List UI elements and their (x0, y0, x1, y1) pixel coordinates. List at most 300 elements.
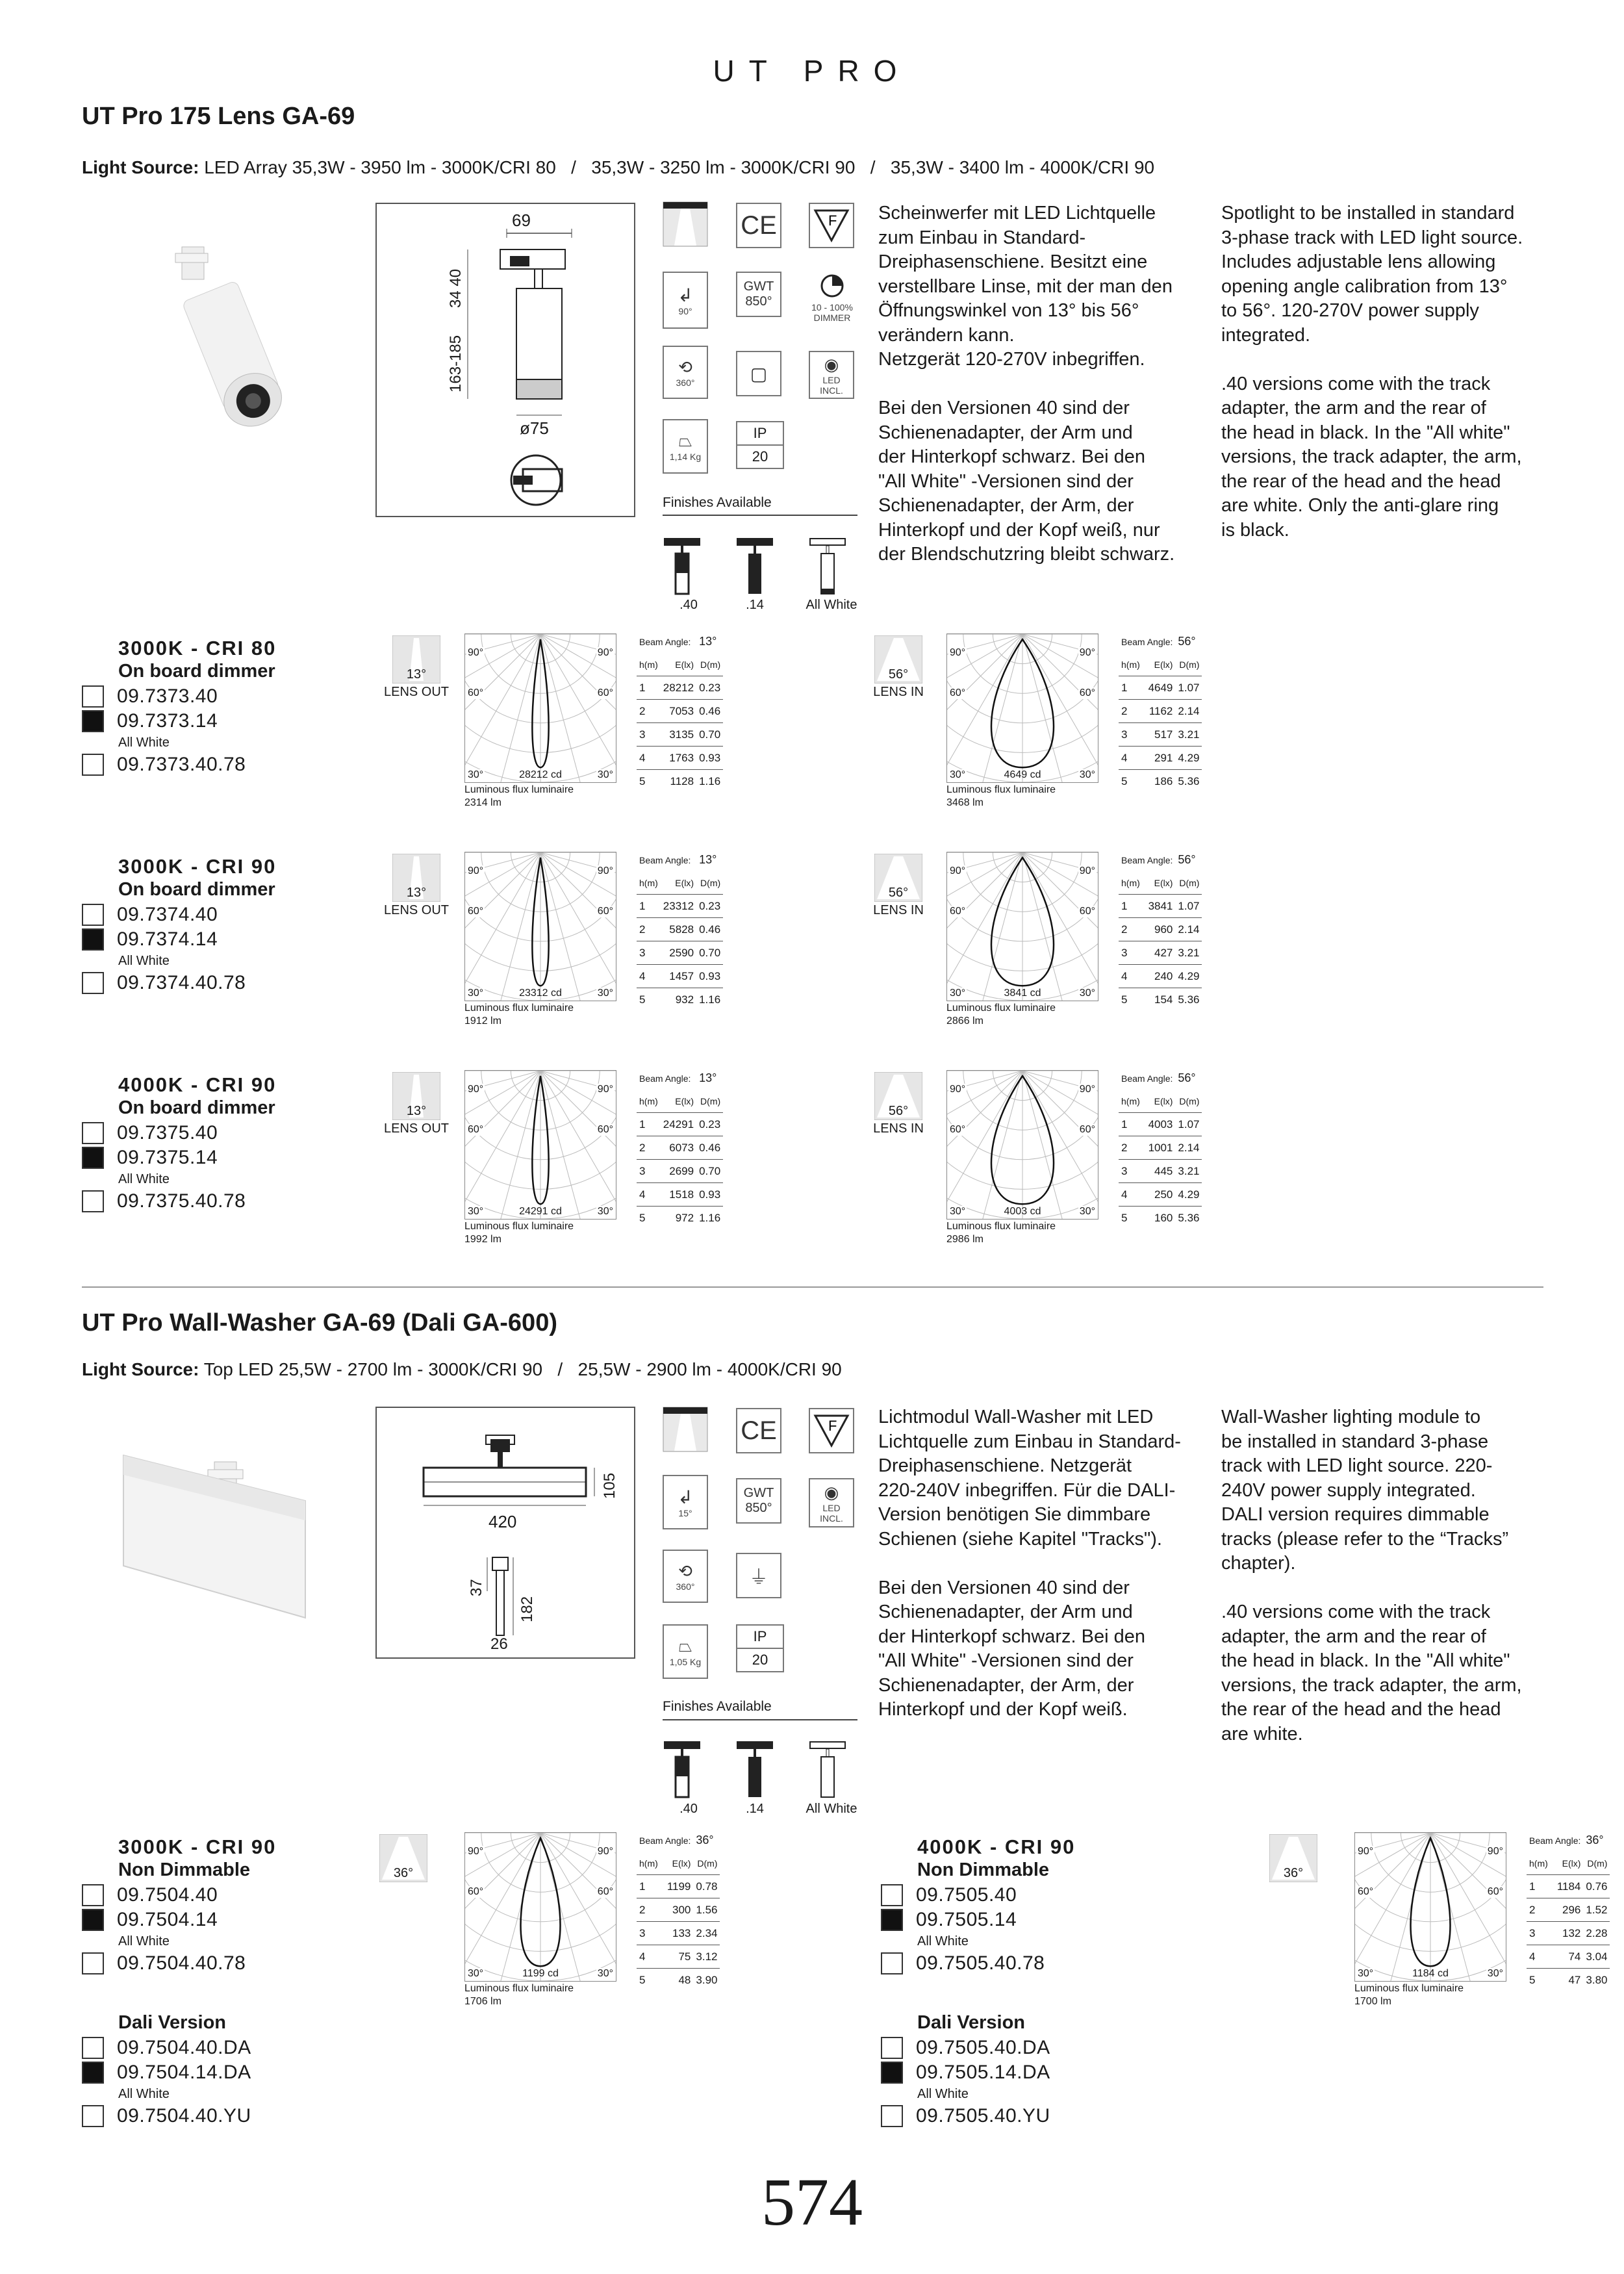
table-cell: 0.70 (696, 723, 723, 747)
table-cell: 1199 (663, 1875, 694, 1898)
finish-black-icon (664, 538, 700, 596)
order-code: 09.7373.40.78 (117, 754, 246, 775)
table-row (637, 988, 723, 1012)
product-photo (156, 234, 312, 429)
polar-label-90-left: 90° (1358, 1846, 1374, 1857)
table-cell: 6073 (661, 1136, 696, 1160)
order-code: 09.7505.40 (916, 1884, 1017, 1906)
table-header-d: D(m) (696, 871, 723, 895)
order-code: 09.7374.40 (117, 904, 218, 925)
dali-title: Dali Version (917, 2012, 1026, 2033)
lens-angle: 36° (379, 1865, 427, 1881)
table-cell: 2699 (661, 1160, 696, 1183)
finish-black-full-icon-2 (737, 1741, 773, 1800)
luminous-flux-label: Luminous flux luminaire (1354, 1983, 1464, 1994)
lens-angle: 56° (874, 885, 922, 901)
polar-label-90-right: 90° (1079, 647, 1095, 658)
table-cell: 2 (1119, 700, 1144, 723)
svg-text:F: F (828, 1418, 837, 1434)
table-cell: 5 (639, 774, 646, 787)
product-photo-2 (117, 1429, 312, 1624)
variant-subtitle: On board dimmer (118, 661, 275, 682)
finishes-label: Finishes Available (663, 495, 772, 510)
finish-white-icon-2 (809, 1741, 846, 1800)
angle-90-icon: ↲ 90° (663, 272, 708, 329)
beam-angle-value: 36° (1586, 1833, 1604, 1846)
order-code: 09.7373.40 (117, 685, 218, 707)
beam-angle-value: 56° (1178, 635, 1196, 648)
finish-white-icon (809, 538, 846, 596)
table-row (637, 1183, 723, 1207)
variant-subtitle: Non Dimmable (118, 1859, 251, 1880)
polar-diagram (464, 1070, 616, 1220)
polar-grid (947, 1071, 1098, 1219)
finish-swatch (82, 1909, 104, 1931)
finish-swatch (82, 2062, 104, 2084)
table-cell: 23312 (661, 895, 696, 918)
all-white-label: All White (118, 1172, 170, 1186)
table-cell: 932 (675, 993, 694, 1006)
polar-label-30-right: 30° (1079, 988, 1095, 999)
polar-grid (465, 1833, 616, 1981)
polar-label-90-left: 90° (950, 1084, 966, 1095)
table-cell: 300 (663, 1898, 694, 1922)
beam-angle-label: Beam Angle: (639, 636, 691, 647)
polar-label-30-left: 30° (468, 1206, 484, 1217)
dim-d2: 182 (518, 1596, 536, 1622)
product-title-2: UT Pro Wall-Washer GA-69 (Dali GA-600) (82, 1309, 557, 1336)
description-en-2: Wall-Washer lighting module to be installed in standard 3-phase track with LED light source. 220- 240V power supply integrated. DALI version requires dimmable tracks (please refer to the “Tracks” chapter). .40 versions come with the track adapter, the arm and the rear of the head in black. In the "All white" versions, the track adapter, the arm, the rear of the head and the head are white. (1221, 1407, 1522, 1744)
table-header-row (637, 653, 723, 676)
variant-title: 4000K - CRI 90 (917, 1835, 1076, 1858)
finish-swatch-white (82, 1952, 104, 1974)
variant-title: 3000K - CRI 90 (118, 855, 277, 878)
polar-label-60-right: 60° (597, 1886, 613, 1897)
table-row (1527, 1945, 1610, 1969)
finish-swatch (881, 1909, 903, 1931)
order-code: 09.7375.14 (117, 1147, 218, 1168)
dali-title: Dali Version (118, 2012, 227, 2033)
order-code-row (82, 972, 246, 994)
table-cell: 240 (1144, 965, 1175, 988)
variant-subtitle: On board dimmer (118, 1097, 275, 1118)
beam-angle-label: Beam Angle: (1121, 854, 1173, 865)
all-white-label: All White (917, 2087, 969, 2101)
polar-label-60-right: 60° (1079, 906, 1095, 917)
table-header-e: E(lx) (1144, 871, 1175, 895)
table-cell: 2 (1527, 1898, 1553, 1922)
dim-height: 163-185 (447, 335, 464, 392)
lens-icon (381, 635, 452, 700)
light-source (82, 157, 1154, 178)
polar-label-30-right: 30° (597, 769, 613, 780)
polar-grid (947, 852, 1098, 1001)
lens-icon (863, 854, 934, 918)
table-cell: 24291 (661, 1113, 696, 1136)
polar-diagram (464, 1832, 616, 1982)
led-incl-icon-2: ◉ LED INCL. (809, 1478, 854, 1527)
table-cell: 517 (1144, 723, 1175, 747)
luminous-flux-label: Luminous flux luminaire (464, 784, 574, 795)
dimension-drawing-2 (375, 1407, 635, 1659)
table-cell: 296 (1553, 1898, 1584, 1922)
polar-label-90-right: 90° (597, 647, 613, 658)
polar-label-30-left: 30° (950, 769, 966, 780)
order-code: 09.7505.14 (916, 1909, 1017, 1930)
polar-label-30-right: 30° (597, 1206, 613, 1217)
luminous-flux-label: Luminous flux luminaire (464, 1221, 574, 1232)
table-cell: 1 (637, 895, 661, 918)
finish-label-40-2: .40 (679, 1802, 698, 1816)
lens-mode: LENS IN (873, 1121, 924, 1136)
table-cell: 291 (1144, 747, 1175, 770)
beam-angle-label: Beam Angle: (1529, 1835, 1581, 1846)
table-row (1527, 1898, 1610, 1922)
polar-diagram (946, 1070, 1098, 1220)
dim-length: 420 (488, 1512, 517, 1531)
svg-text:F: F (828, 212, 837, 229)
beam-angle-label: Beam Angle: (639, 1835, 691, 1846)
table-cell: 4 (637, 747, 661, 770)
polar-grid (465, 852, 616, 1001)
table-cell: 154 (1154, 993, 1173, 1006)
table-header-d: D(m) (1175, 1090, 1202, 1113)
weight-icon: ⏢ 1,14 Kg (663, 419, 708, 474)
table-cell: 5.36 (1178, 993, 1200, 1006)
table-header-e: E(lx) (661, 653, 696, 676)
table-row (1527, 1922, 1610, 1945)
table-row (637, 918, 723, 941)
table-cell: 7053 (661, 700, 696, 723)
finishes-divider-2 (663, 1719, 857, 1720)
lens-icon (368, 1834, 439, 1881)
dimmer-symbol (819, 273, 845, 299)
polar-label-30-right: 30° (597, 1968, 613, 1979)
polar-diagram (946, 633, 1098, 783)
polar-label-30-left: 30° (468, 769, 484, 780)
table-cell: 2 (637, 1898, 663, 1922)
order-code-row (82, 1122, 218, 1144)
luminous-flux (464, 1002, 574, 1028)
lens-angle: 56° (874, 667, 922, 682)
angle-15-icon: ↲ 15° (663, 1475, 708, 1529)
angle-15-label: 15° (678, 1507, 692, 1518)
table-row (1527, 1969, 1610, 1992)
table-header-h: h(m) (637, 1852, 663, 1875)
table-cell: 5 (639, 1973, 646, 1986)
table-cell: 1 (637, 1875, 663, 1898)
table-header-d: D(m) (696, 1090, 723, 1113)
lens-angle: 13° (392, 1103, 440, 1119)
polar-label-30-left: 30° (468, 1968, 484, 1979)
table-cell: 2 (637, 1136, 661, 1160)
table-header-row (1119, 653, 1202, 676)
table-header-row (1119, 871, 1202, 895)
table-row (1119, 1207, 1202, 1230)
polar-label-90-right: 90° (1079, 1084, 1095, 1095)
all-white-label: All White (118, 735, 170, 750)
polar-label-60-left: 60° (468, 1124, 484, 1135)
luminous-flux-value: 2314 lm (464, 797, 501, 808)
all-white-label: All White (118, 1934, 170, 1948)
table-cell: 2 (637, 700, 661, 723)
polar-grid (465, 634, 616, 782)
table-row (1119, 895, 1202, 918)
table-cell: 1 (1119, 895, 1144, 918)
photometric-table (637, 849, 723, 1011)
table-row (637, 770, 723, 793)
track-icon (663, 201, 708, 247)
table-cell: 0.76 (1583, 1875, 1610, 1898)
photometric-table (1119, 630, 1202, 793)
order-code: 09.7504.14 (117, 1909, 218, 1930)
table-cell: 0.46 (696, 918, 723, 941)
variant-title: 3000K - CRI 90 (118, 1835, 277, 1858)
luminous-flux-label: Luminous flux luminaire (946, 1221, 1056, 1232)
lens-icon (1258, 1834, 1329, 1881)
table-row (637, 723, 723, 747)
table-cell: 47 (1568, 1973, 1581, 1986)
table-cell: 0.23 (696, 676, 723, 700)
polar-diagram (1354, 1832, 1506, 1982)
table-cell: 48 (678, 1973, 691, 1986)
table-header-h: h(m) (637, 871, 661, 895)
order-code: 09.7505.40.78 (916, 1952, 1045, 1974)
luminous-flux-value: 1706 lm (464, 1996, 501, 2007)
table-header-h: h(m) (1119, 871, 1144, 895)
peak-intensity: 1184 cd (1412, 1968, 1449, 1979)
table-header-row (637, 1852, 720, 1875)
table-header-e: E(lx) (1144, 653, 1175, 676)
class-ii-icon: ▢ (736, 351, 781, 396)
all-white-label: All White (917, 1934, 969, 1948)
rotate-label-2: 360° (676, 1581, 695, 1592)
polar-label-30-right: 30° (1487, 1968, 1503, 1979)
finish-swatch (881, 2037, 903, 2059)
beam-angle-label: Beam Angle: (639, 854, 691, 865)
luminous-flux-label: Luminous flux luminaire (464, 1003, 574, 1014)
table-header-d: D(m) (693, 1852, 720, 1875)
dim-diameter: ø75 (520, 418, 549, 438)
polar-label-60-left: 60° (950, 906, 966, 917)
finishes-divider (663, 515, 857, 516)
finish-swatch (82, 928, 104, 951)
table-cell: 1.16 (699, 993, 721, 1006)
table-cell: 75 (663, 1945, 694, 1969)
table-cell: 445 (1144, 1160, 1175, 1183)
lens-angle: 36° (1269, 1865, 1317, 1881)
table-row (637, 676, 723, 700)
luminous-flux-label: Luminous flux luminaire (464, 1983, 574, 1994)
table-cell: 1 (1119, 1113, 1144, 1136)
ip-rating-box (736, 421, 784, 469)
table-cell: 0.46 (696, 700, 723, 723)
finish-swatch (82, 685, 104, 708)
ip-label: IP (737, 422, 783, 446)
lens-icon (863, 635, 934, 700)
beam-angle-label: Beam Angle: (1121, 1073, 1173, 1084)
table-header-d: D(m) (1175, 653, 1202, 676)
luminous-flux-value: 1700 lm (1354, 1996, 1391, 2007)
polar-label-60-left: 60° (468, 1886, 484, 1897)
polar-label-90-left: 90° (950, 865, 966, 876)
luminous-flux-value: 1912 lm (464, 1016, 501, 1027)
table-cell: 4003 (1144, 1113, 1175, 1136)
order-code-row (82, 2105, 251, 2127)
beam-angle-value: 13° (699, 635, 717, 648)
table-cell: 4 (1119, 1183, 1144, 1207)
beam-angle-label: Beam Angle: (639, 1073, 691, 1084)
table-row (1119, 700, 1202, 723)
ip-value: 20 (752, 448, 768, 465)
luminous-flux (464, 1982, 574, 2008)
table-cell: 3.12 (693, 1945, 720, 1969)
table-cell: 3.90 (696, 1973, 718, 1986)
order-code-row (82, 1884, 218, 1906)
table-row (1119, 676, 1202, 700)
table-cell: 3 (637, 1922, 663, 1945)
dimmer-range: 10 - 100% (811, 302, 853, 313)
photometric-table (1119, 1067, 1202, 1229)
wall-washer-drawing (377, 1408, 634, 1657)
peak-intensity: 1199 cd (522, 1968, 559, 1979)
table-row (637, 941, 723, 965)
table-cell: 5.36 (1178, 1211, 1200, 1224)
order-code-row (82, 1147, 218, 1169)
brand-title: UT PRO (713, 54, 911, 88)
table-row (637, 1969, 720, 1992)
table-cell: 74 (1553, 1945, 1584, 1969)
table-cell: 1.52 (1583, 1898, 1610, 1922)
table-cell: 3 (1119, 1160, 1144, 1183)
table-cell: 0.23 (696, 1113, 723, 1136)
table-header-e: E(lx) (1553, 1852, 1584, 1875)
order-code-row (82, 685, 218, 708)
table-cell: 5.36 (1178, 774, 1200, 787)
table-row (637, 1922, 720, 1945)
order-code-row (881, 1884, 1017, 1906)
polar-label-60-left: 60° (1358, 1886, 1374, 1897)
finish-label-white-2: All White (806, 1802, 857, 1816)
table-cell: 133 (663, 1922, 694, 1945)
gwt-icon-2: GWT 850° (736, 1478, 781, 1524)
finish-swatch-white (82, 2105, 104, 2127)
table-cell: 1.07 (1175, 676, 1202, 700)
table-cell: 427 (1144, 941, 1175, 965)
lens-mode: LENS OUT (383, 685, 450, 699)
dimension-drawing (375, 203, 635, 517)
order-code-row (881, 2105, 1050, 2127)
order-code: 09.7504.40.78 (117, 1952, 246, 1974)
table-cell: 4 (1119, 747, 1144, 770)
order-code-row (82, 710, 218, 732)
order-code-row (881, 2037, 1050, 2059)
table-cell: 3 (1527, 1922, 1553, 1945)
table-row (1527, 1875, 1610, 1898)
all-white-label: All White (118, 954, 170, 968)
order-code-row (82, 754, 246, 776)
table-header-e: E(lx) (661, 871, 696, 895)
table-header-e: E(lx) (661, 1090, 696, 1113)
led-incl-label-2: LED INCL. (820, 1502, 843, 1524)
table-row (637, 1207, 723, 1230)
polar-label-30-right: 30° (1079, 769, 1095, 780)
table-cell: 160 (1154, 1211, 1173, 1224)
photometric-table (637, 1067, 723, 1229)
table-cell: 3.21 (1175, 1160, 1202, 1183)
table-cell: 2 (1119, 1136, 1144, 1160)
light-source-2 (82, 1359, 842, 1380)
polar-label-60-right: 60° (1079, 687, 1095, 698)
table-cell: 3 (1119, 941, 1144, 965)
rotate-360-icon-2: ⟲ 360° (663, 1550, 708, 1603)
finish-label-14-2: .14 (746, 1802, 764, 1816)
variant-title: 4000K - CRI 90 (118, 1073, 277, 1096)
polar-label-90-left: 90° (468, 1084, 484, 1095)
table-cell: 0.70 (696, 1160, 723, 1183)
order-code: 09.7505.40.DA (916, 2037, 1050, 2058)
f-mark-icon-2 (809, 1408, 854, 1453)
order-code-row (82, 2037, 251, 2059)
weight-label-2: 1,05 Kg (669, 1657, 702, 1667)
table-row (637, 1113, 723, 1136)
table-header-h: h(m) (637, 653, 661, 676)
table-row (637, 747, 723, 770)
order-code: 09.7373.14 (117, 710, 218, 732)
table-cell: 4.29 (1175, 1183, 1202, 1207)
finishes-label-2: Finishes Available (663, 1699, 772, 1714)
table-cell: 0.23 (696, 895, 723, 918)
beam-angle-row (637, 1829, 720, 1852)
table-cell: 3.21 (1175, 723, 1202, 747)
order-code-row (82, 2062, 251, 2084)
table-row (1119, 988, 1202, 1012)
led-incl-icon: ◉ LED INCL. (809, 351, 854, 399)
table-header-e: E(lx) (663, 1852, 694, 1875)
table-cell: 2.34 (693, 1922, 720, 1945)
table-cell: 3 (637, 723, 661, 747)
table-cell: 1.16 (699, 774, 721, 787)
polar-label-30-left: 30° (468, 988, 484, 999)
finish-label-40: .40 (679, 598, 698, 612)
peak-intensity: 28212 cd (519, 769, 562, 780)
all-white-label: All White (118, 2087, 170, 2101)
photometric-table (1119, 849, 1202, 1011)
polar-label-60-right: 60° (597, 906, 613, 917)
table-header-h: h(m) (637, 1090, 661, 1113)
lens-icon (381, 854, 452, 918)
table-cell: 1518 (661, 1183, 696, 1207)
order-code: 09.7374.14 (117, 928, 218, 950)
order-code: 09.7504.40.DA (117, 2037, 251, 2058)
table-row (1119, 965, 1202, 988)
finish-swatch (82, 904, 104, 926)
dim-d1: 37 (468, 1579, 485, 1596)
table-row (1119, 1160, 1202, 1183)
polar-label-60-left: 60° (468, 687, 484, 698)
table-cell: 2590 (661, 941, 696, 965)
table-cell: 0.78 (693, 1875, 720, 1898)
led-incl-label: LED INCL. (820, 374, 843, 396)
table-row (1119, 1113, 1202, 1136)
table-row (637, 1875, 720, 1898)
table-cell: 0.93 (696, 747, 723, 770)
polar-label-90-left: 90° (950, 647, 966, 658)
table-cell: 5 (639, 993, 646, 1006)
polar-label-30-right: 30° (597, 988, 613, 999)
luminous-flux-value: 1992 lm (464, 1234, 501, 1245)
table-cell: 5 (1121, 774, 1128, 787)
